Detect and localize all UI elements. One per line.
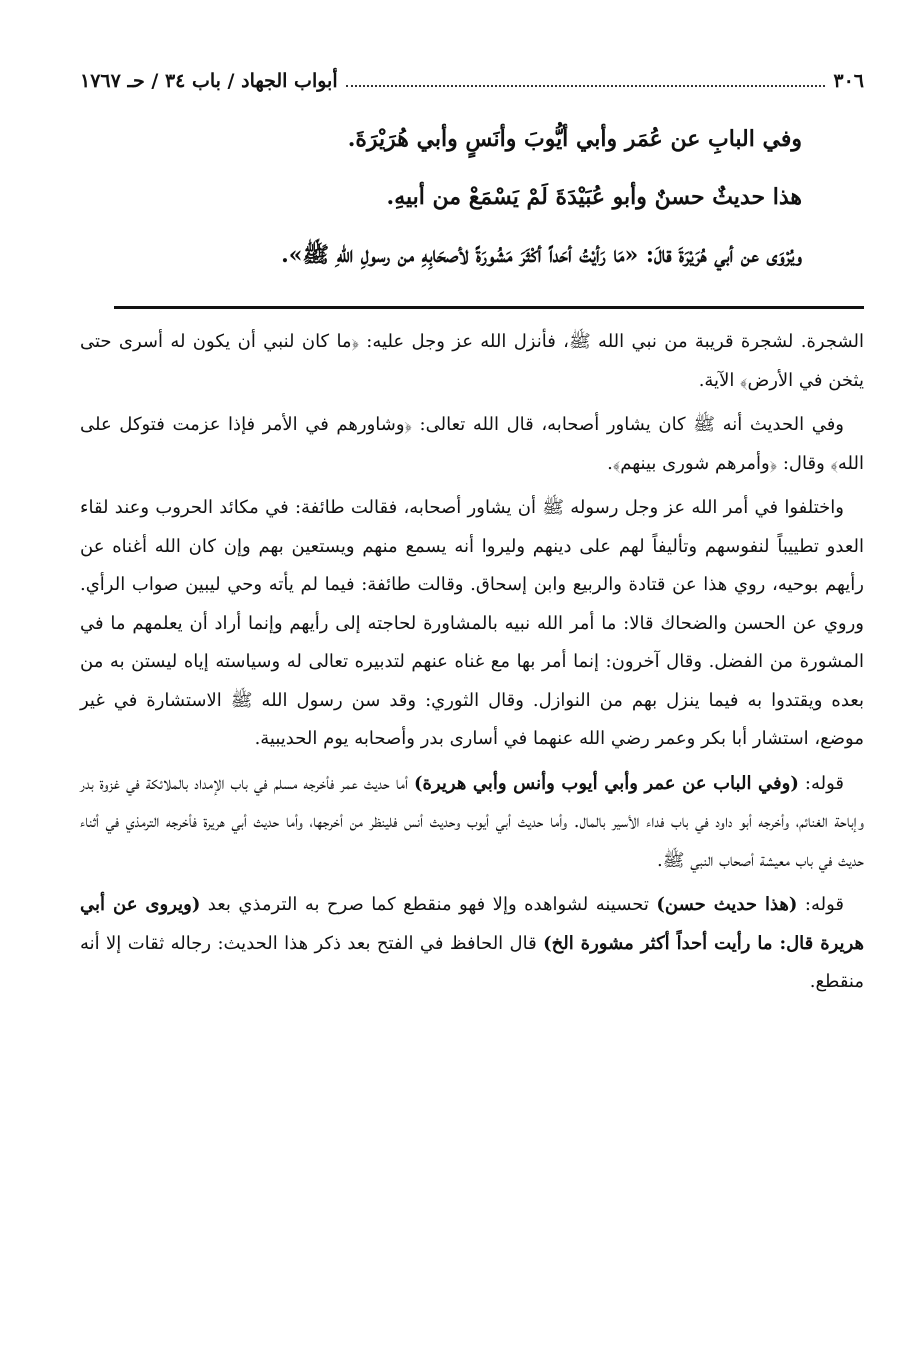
commentary-paragraph-3: واختلفوا في أمر الله عز وجل رسوله ﷺ أن يشاور أصحابه، فقالت طائفة: في مكائد الحروب وعند لقاء العدو تطييباً لنفوسهم وتأليفاً لهم على دينهم وليروا أنه يسمع منهم ويستعين بهم وإن كان الله أغناه عن رأيهم بوحيه، روي هذا عن قتادة والربيع وابن إسحاق. وقالت طائفة: فيما لم يأته وحي ليبين صواب الرأي. وروي عن الحسن والضحاك قالا: ما أمر الله نبيه بالمشاورة لحاجته إلى رأيهم وإنما أراد أن يعلمهم ما في المشورة من الفضل. وقال آخرون: إنما أمر بها مع غناه عنهم لتدبيره تعالى له وسياسته إياه ليستن به من بعده ويقتدوا به فيما ينزل بهم من النوازل. وقال الثوري: وقد سن رسول الله ﷺ الاستشارة في غير موضع، استشار أبا بكر وعمر رضي الله عنهما في أسارى بدر وأصحابه يوم الحديبية. [80,497,864,749]
page-number: ٣٠٦ [833,70,864,92]
commentary-5-text: تحسينه لشواهده وإلا فهو منقطع كما صرح به الترمذي بعد [207,894,649,915]
running-title: أبواب الجهاد / باب ٣٤ / حـ ١٧٦٧ [80,70,338,92]
commentary-5-quote: (هذا حديث حسن) [656,894,798,915]
commentary-4-text: أما حديث عمر فأخرجه مسلم في باب الإمداد بالملائكة في غزوة بدر وإباحة الغنائم، وأخرجه أبو داود في باب فداء الأسير بالمال. وأما حديث أبي أيوب وحديث أنس فلينظر من أخرجها، وأما حديث أبي هريرة فأخرجه الترمذي في أثناء حديث في باب معيشة أصحاب النبي ﷺ. [80,772,864,871]
commentary-paragraph-5 [80,886,864,1002]
commentary-5-end: قال الحافظ في الفتح بعد ذكر هذا الحديث: رجاله ثقات إلا أنه منقطع. [80,932,864,992]
main-paragraph-1: وفي البابِ عن عُمَر وأبي أيُّوبَ وأنَسٍ وأبي هُرَيْرَةَ. [347,126,802,152]
commentary-4-quote: (وفي الباب عن عمر وأبي أيوب وأنس وأبي هريرة) [414,772,799,794]
main-text [80,110,864,284]
commentary-5-intro: قوله: [804,894,844,915]
commentary-paragraph-2: وفي الحديث أنه ﷺ كان يشاور أصحابه، قال الله تعالى: ﴿وشاورهم في الأمر فإذا عزمت فتوكل على الله﴾ وقال: ﴿وأمرهم شورى بينهم﴾. [80,414,864,474]
footnote-divider [114,306,864,309]
main-paragraph-3: ويُرْوَى عن أبي هُرَيْرَةَ قالَ: «مَا رَأيْتُ أحَداً أكْثَرَ مَشُورَةً لأصحَابِهِ من رسولِ اللهِ ﷺ». [281,242,802,268]
commentary-paragraph-4 [80,765,864,881]
commentary-paragraph-1: الشجرة. لشجرة قريبة من نبي الله ﷺ، فأنزل الله عز وجل عليه: ﴿ما كان لنبي أن يكون له أسرى حتى يثخن في الأرض﴾ الآية. [80,331,864,391]
commentary-5-quote-2: (ويروى عن أبي هريرة قال: ما رأيت أحداً أكثر مشورة الخ) [80,894,864,954]
page-header [80,70,864,106]
commentary [80,323,864,1002]
header-dot-leader [346,71,826,87]
main-paragraph-2: هذا حديثٌ حسنٌ وأبو عُبَيْدَةَ لَمْ يَسْمَعْ من أبيهِ. [386,184,802,210]
commentary-4-intro: قوله: [804,772,844,794]
